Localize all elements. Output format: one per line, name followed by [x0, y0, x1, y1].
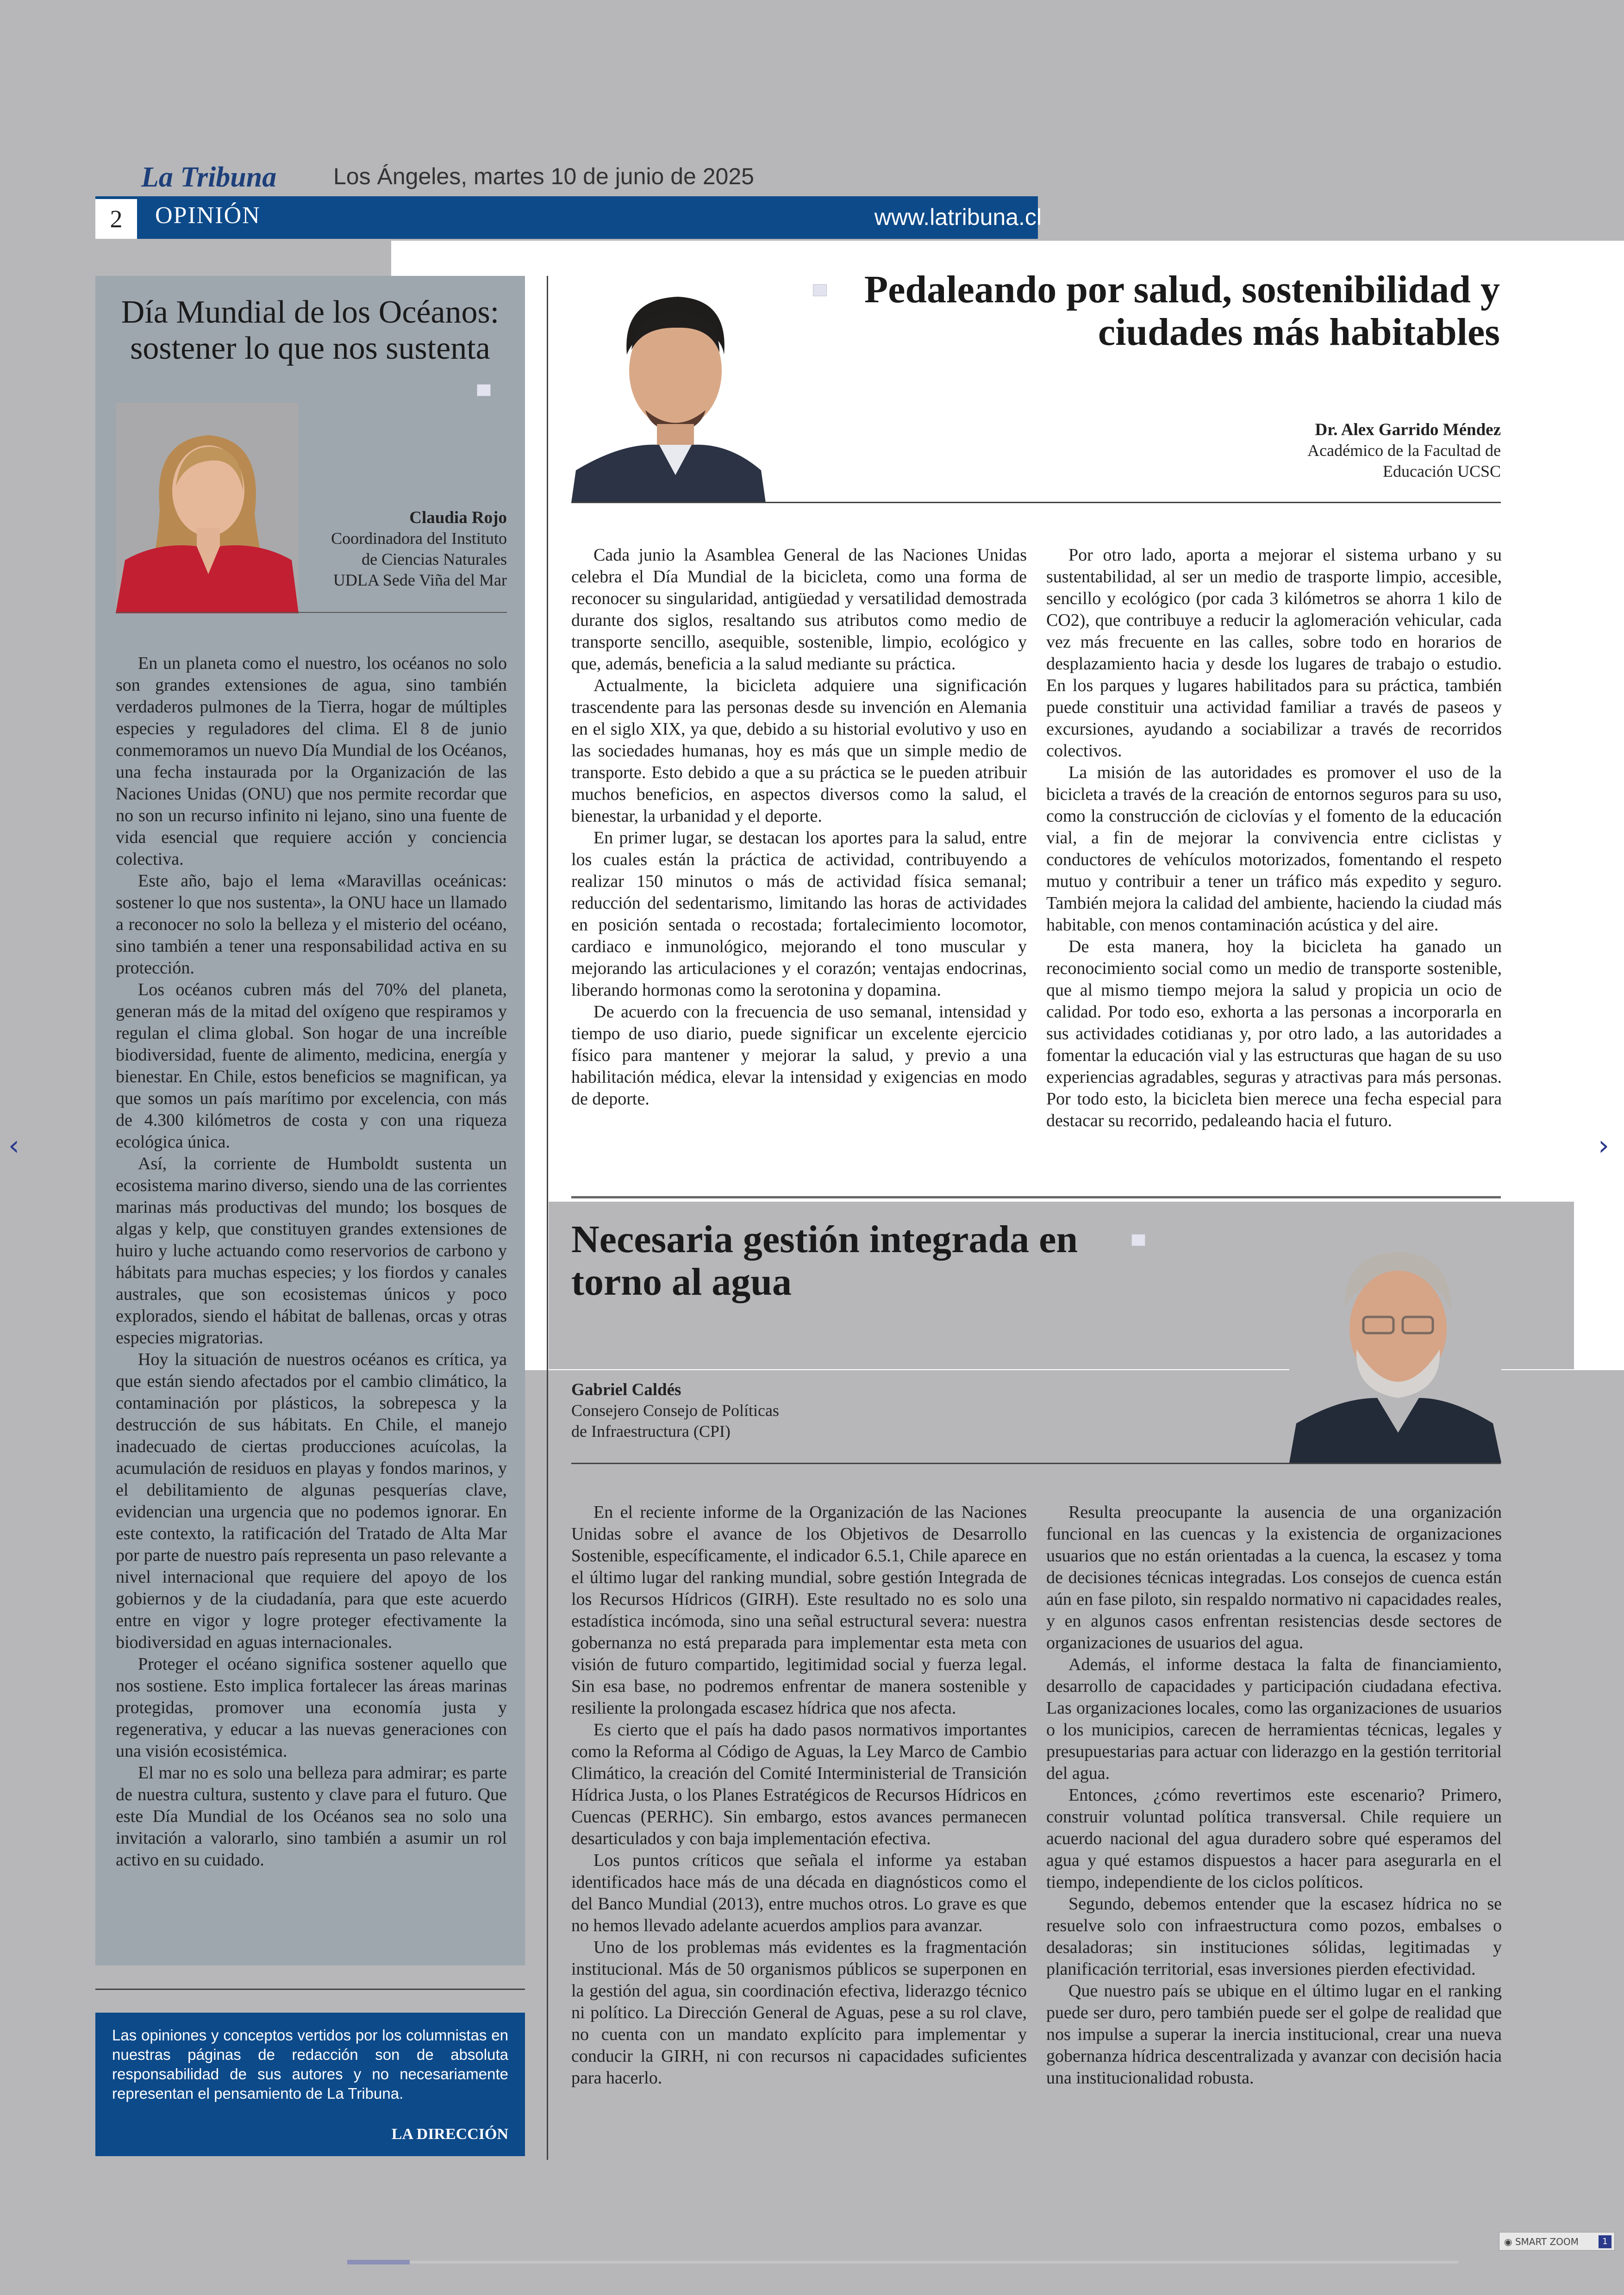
paragraph: En un planeta como el nuestro, los océanos no solo son grandes extensiones de agua, sino también verdaderos pulmones de la Tierra, hogar de múltiples especies y reguladores del clima. El 8 de junio conmemoramos un nuevo Día Mundial de los Océanos, una fecha instaurada por la Organización de las Naciones Unidas (ONU) que nos permite recordar que no son un recurso infinito ni lejano, sino una fuente de vida esencial que requiere acción y conciencia colectiva. — [116, 654, 507, 869]
divider — [571, 502, 1501, 503]
top-article-col1 — [571, 544, 1027, 1110]
paragraph: Los puntos críticos que señala el informe ya estaban identificados hace más de una década en diagnósticos como el del Banco Mundial (2013), entre muchos otros. Lo grave es que no hemos llevado adelante acuerdos amplios para avanzar. — [571, 1851, 1027, 1935]
divider — [116, 612, 507, 613]
paragraph: De esta manera, hoy la bicicleta ha ganado un reconocimiento social como un medio de transporte sostenible, que al mismo tiempo mejora la salud y propicia un ocio de calidad. Por todo eso, exhorta a las personas a incorporarla en sus actividades cotidianas y, por otro lado, a las autoridades a fomentar la educación vial y las estructuras que hagan de su uso experiencias agradables, seguras y atractivas para más personas. Por todo esto, la bicicleta bien merece una fecha especial para destacar su recorrido, pedaleando hacia el futuro. — [1046, 937, 1502, 1130]
paragraph: Segundo, debemos entender que la escasez hídrica no se resuelve solo con infraestructura como pozos, embalses o desaladoras; sin instituciones sólidas, legitimadas y planificación territorial, esas inversiones pierden efectividad. — [1046, 1894, 1502, 1979]
paragraph: Los océanos cubren más del 70% del planeta, generan más de la mitad del oxígeno que respiramos y regulan el clima global. Son hogar de una increíble biodiversidad, fuente de alimento, medicina, energía y bienestar. En Chile, estos beneficios se magnifican, ya que somos un país marítimo por excelencia, con más de 4.300 kilómetros de costa y con una riqueza ecológica única. — [116, 980, 507, 1152]
left-author-role: Coordinadora del Instituto — [331, 529, 507, 548]
paragraph: Actualmente, la bicicleta adquiere una significación trascendente para las personas desde su invención en Alemania en el siglo XIX, ya que, debido a su historial evolutivo y uso en las sociedades humanas, hoy es más que un simple medio de transporte. Esto debido a que a su práctica se le pueden atribuir muchos beneficios, en aspectos diversos como la salud, el bienestar, la urbanidad y el deporte. — [571, 676, 1027, 826]
page-scrollbar[interactable] — [347, 2261, 1458, 2264]
left-article-title: Día Mundial de los Océanos: sostener lo que nos sustenta — [121, 294, 500, 366]
editorial-disclaimer — [95, 2013, 525, 2156]
left-author-byline — [301, 507, 507, 591]
top-author-role: Académico de la Facultad de — [1307, 441, 1501, 460]
newspaper-logo: La Tribuna — [141, 162, 277, 193]
paragraph: Así, la corriente de Humboldt sustenta un ecosistema marino diverso, siendo una de las corrientes marinas más productivas del mundo; los bosques de algas y kelp, que constituyen grandes extensiones de huiro y luche actuando como reservorios de carbono y hábitats para muchas especies; y los fiordos y canales australes, que son ecosistemas únicos y poco explorados, siendo el hábitat de ballenas, orcas y otras especies migratorias. — [116, 1154, 507, 1347]
left-author-role: de Ciencias Naturales — [362, 550, 507, 568]
zoom-count: 1 — [1599, 2235, 1612, 2248]
paragraph: Además, el informe destaca la falta de financiamiento, desarrollo de capacidades y participación ciudadana efectiva. Las organizaciones locales, como las organizaciones de usuarios o los municipios, carecen de herramientas técnicas, legales y presupuestarias para actuar con liderazgo en la gestión territorial del agua. — [1046, 1655, 1502, 1783]
bottom-author-role: de Infraestructura (CPI) — [571, 1422, 731, 1441]
bottom-article-title: Necesaria gestión integrada en torno al agua — [571, 1218, 1078, 1303]
paragraph: En primer lugar, se destacan los aportes para la salud, entre los cuales están la práctica de actividad, contribuyendo a realizar 150 minutos o más de actividad física semanal; reducción del sedentarismo, limitando las horas de actividades en posición sentada o recostada; fortalecimiento locomotor, cardiaco e inmunológico, mejorando el tono muscular y mejorando las articulaciones y el corazón; ventajas endocrinas, liberando hormonas como la serotonina y dopamina. — [571, 828, 1027, 1000]
paragraph: Que nuestro país se ubique en el último lugar en el ranking puede ser duro, pero también puede ser el golpe de realidad que nos impulse a superar la inercia institucional, crear una nueva gobernanza hídrica descentralizada y avanzar con decisión hacia una institucionalidad robusta. — [1046, 1981, 1502, 2088]
page-scrollbar-thumb[interactable] — [347, 2260, 410, 2264]
paragraph: Uno de los problemas más evidentes es la fragmentación institucional. Más de 50 organismos públicos se superponen en la gestión del agua, sin coordinación efectiva, liderazgo técnico ni político. La Dirección General de Aguas, pese a su rol clave, no cuenta con un mandato explícito para implementar y conducir la GIRH, ni con recursos ni capacidades suficientes para hacerlo. — [571, 1938, 1027, 2088]
paragraph: Este año, bajo el lema «Maravillas oceánicas: sostener lo que nos sustenta», la ONU hace un llamado a reconocer no solo la belleza y el misterio del océano, sino también a tener una responsabilidad activa en su protección. — [116, 871, 507, 978]
disclaimer-signature: LA DIRECCIÓN — [391, 2126, 508, 2143]
bottom-article-col2 — [1046, 1502, 1502, 2089]
top-author-role: Educación UCSC — [1383, 462, 1501, 480]
paragraph: Hoy la situación de nuestros océanos es crítica, ya que están siendo afectados por el cambio climático, la contaminación por plásticos, la sobrepesca y la destrucción de sus hábitats. En Chile, el manejo inadecuado de ciertas producciones acuícolas, la acumulación de residuos en playas y fondos marinos, y el debilitamiento de algunas pesquerías clave, evidencian una urgencia que no podemos ignorar. En este contexto, la ratificación del Tratado de Alta Mar por parte de nuestro país representa un paso relevante a nivel internacional que requiere del apoyo de los gobiernos y de la ciudadanía, para que este acuerdo entre en vigor y logre proteger efectivamente la biodiversidad en aguas internacionales. — [116, 1350, 507, 1652]
paragraph: El mar no es solo una belleza para admirar; es parte de nuestra cultura, sustento y clave para el futuro. Que este Día Mundial de los Océanos sea no solo una invitación a valorarlo, sino también a asumir un rol activo en su cuidado. — [116, 1763, 507, 1870]
eye-icon: ◉ — [1504, 2236, 1512, 2247]
left-author-role: UDLA Sede Viña del Mar — [333, 571, 507, 589]
paragraph: Entonces, ¿cómo revertimos este escenario? Primero, construir voluntad política transversal. Chile requiere un acuerdo nacional del agua duradero sobre qué esperamos del agua y qué estamos dispuestos a hacer para asegurarla en el tiempo, independiente de los ciclos políticos. — [1046, 1785, 1502, 1892]
divider — [95, 1989, 525, 1990]
author-photo-gabriel-caldes — [1289, 1234, 1501, 1463]
note-icon[interactable] — [477, 384, 491, 396]
paragraph: Por otro lado, aporta a mejorar el sistema urbano y su sustentabilidad, al ser un medio de trasporte limpio, accesible, sencillo y ecológico (por cada 3 kilómetros se ahorra 1 kilo de CO2), que contribuye a reducir la aglomeración vehicular, cada vez más frecuente en las calles, sobre todo en horarios de desplazamiento hacia y desde los lugares de trabajo o estudio. En los parques y lugares habilitados para su práctica, también puede constituir una actividad familiar a través de paseos y excursiones, ayudando a sociabilizar a través de recorridos colectivos. — [1046, 545, 1502, 761]
paragraph: En el reciente informe de la Organización de las Naciones Unidas sobre el avance de los Objetivos de Desarrollo Sostenible, específicamente, el indicador 6.5.1, Chile aparece en el último lugar del ranking mundial, sobre gestión Integrada de los Recursos Hídricos (GIRH). Este resultado no es solo una estadística incómoda, sino una señal estructural severa: nuestra gobernanza no está preparada para implementar esta meta con visión de futuro compartido, legitimidad social y fuerza legal. Sin esa base, no podremos enfrentar de manera sostenible y resiliente la prolongada escasez hídrica que nos afecta. — [571, 1503, 1027, 1718]
paragraph: De acuerdo con la frecuencia de uso semanal, intensidad y tiempo de uso diario, puede significar un excelente ejercicio físico para mantener y mejorar la salud, y previo a una habilitación médica, elevar la intensidad y exigencias en modo de deporte. — [571, 1002, 1027, 1109]
dateline: Los Ángeles, martes 10 de junio de 2025 — [333, 163, 754, 189]
divider — [571, 1463, 1501, 1464]
smart-zoom-button[interactable] — [1499, 2232, 1615, 2251]
paragraph: La misión de las autoridades es promover el uso de la bicicleta a través de la creación de entornos seguros para su uso, como la construcción de ciclovías y el fomento de la educación vial, a fin de mejorar la convivencia entre ciclistas y conductores de vehículos motorizados, fomentando el respeto mutuo y contribuir a tener un tráfico más expedito y seguro. También mejora la calidad del ambiente, haciendo la ciudad más habitable, con menos contaminación acústica y del aire. — [1046, 763, 1502, 935]
paragraph: Resulta preocupante la ausencia de una organización funcional en las cuencas y la existencia de organizaciones usuarios que no están orientadas a la cuenca, la escasez y toma de decisiones técnicas integradas. Los consejos de cuenca están aún en fase piloto, sin respaldo normativo ni capacidades reales, y en algunos casos enfrentan resistencias desde sectores de organizaciones de usuarios del agua. — [1046, 1503, 1502, 1653]
divider — [571, 1196, 1501, 1198]
website-link[interactable]: www.latribuna.cl — [874, 204, 1042, 230]
author-photo-alex-garrido — [571, 276, 766, 503]
column-separator — [547, 276, 548, 2160]
chevron-left-icon[interactable]: ‹ — [8, 1129, 19, 1162]
section-title: OPINIÓN — [155, 202, 261, 229]
smart-zoom-label: SMART ZOOM — [1515, 2236, 1579, 2247]
paragraph: Es cierto que el país ha dado pasos normativos importantes como la Reforma al Código de Aguas, la Ley Marco de Cambio Climático, la creación del Comité Interministerial de Transición Hídrica Justa, o los Planes Estratégicos de Recursos Hídricos en Cuencas (PERHC). Sin embargo, estos avances permanecen desarticulados y con baja implementación efectiva. — [571, 1720, 1027, 1848]
top-article-col2 — [1046, 544, 1502, 1132]
bottom-author-byline — [571, 1379, 895, 1442]
paragraph: Proteger el océano significa sostener aquello que nos sostiene. Esto implica fortalecer las áreas marinas protegidas, promover una economía justa y regenerativa, y educar a las nuevas generaciones con una visión ecosistémica. — [116, 1654, 507, 1761]
bottom-author-role: Consejero Consejo de Políticas — [571, 1401, 779, 1420]
note-icon[interactable] — [1131, 1234, 1145, 1246]
bottom-author-name: Gabriel Caldés — [571, 1380, 681, 1399]
page-number: 2 — [95, 199, 137, 239]
top-author-name: Dr. Alex Garrido Méndez — [1315, 420, 1501, 439]
left-author-name: Claudia Rojo — [409, 508, 507, 527]
left-article-body — [116, 653, 507, 1871]
paragraph: Cada junio la Asamblea General de las Naciones Unidas celebra el Día Mundial de la bicicleta, como una forma de reconocer su singularidad, antigüedad y versatilidad demostrada durante dos siglos, resaltando sus atributos como medio de transporte sencillo, asequible, sostenible, limpio, ecológico y que, además, beneficia a la salud mediante su práctica. — [571, 545, 1027, 674]
author-photo-claudia-rojo — [116, 403, 299, 613]
chevron-right-icon[interactable]: › — [1598, 1129, 1609, 1162]
top-author-byline — [1157, 419, 1501, 482]
disclaimer-text: Las opiniones y conceptos vertidos por los columnistas en nuestras páginas de redacción son de absoluta responsabilidad de sus autores y no necesariamente representan el pensamiento de La Tribuna. — [112, 2027, 508, 2102]
bottom-article-col1 — [571, 1502, 1027, 2089]
top-article-title: Pedaleando por salud, sostenibilidad y ciudades más habitables — [864, 268, 1500, 354]
